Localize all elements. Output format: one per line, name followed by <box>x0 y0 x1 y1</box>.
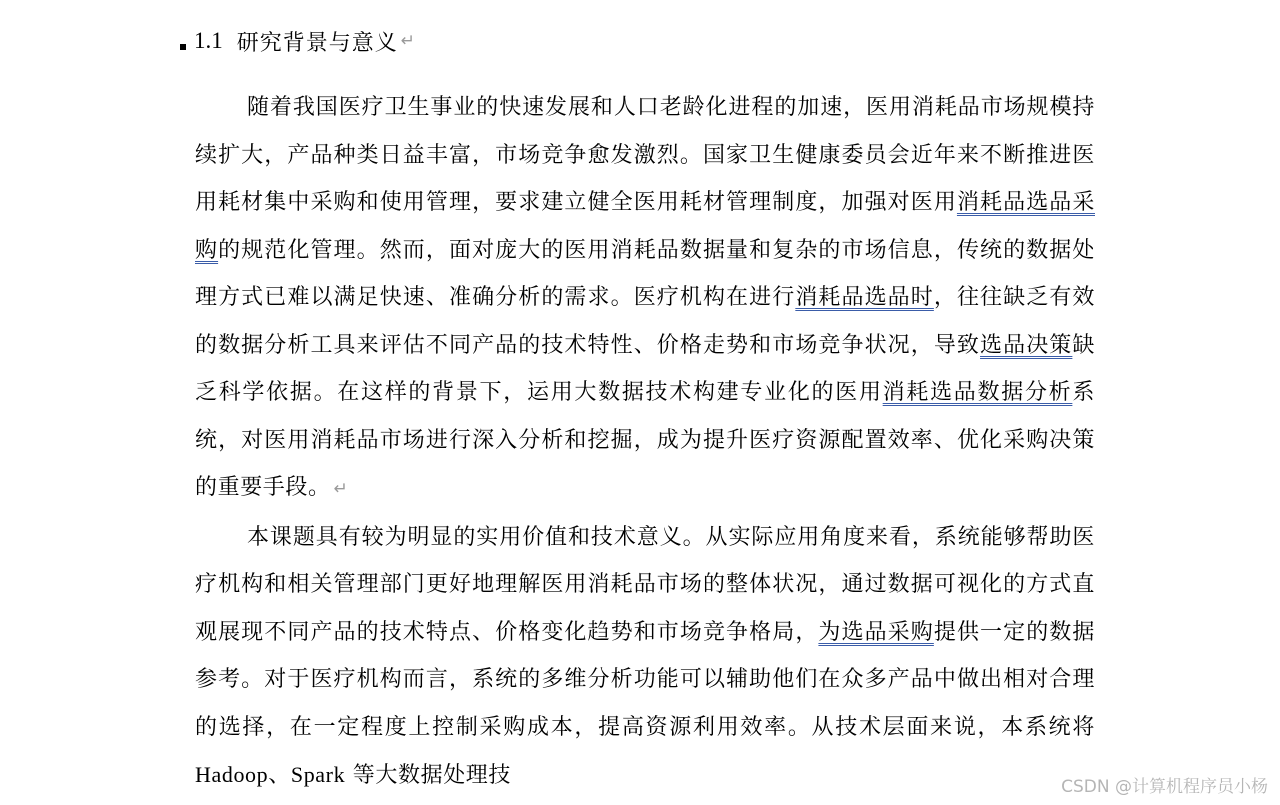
paragraph-significance <box>195 514 1095 800</box>
paragraph-text: ，往往缺乏有效的数据分析工具来评估不同产品的技术特性、价格走势和市场竞争状况，导致 <box>195 285 1096 358</box>
paragraph-text: 本课题具有较为明显的实用价值和技术意义。从实际应用角度来看，系统能够帮助医疗机构和相关管理部门更好地理解医用消耗品市场的整体状况，通过数据可视化的方式直观展现不同产品的技术特点、价格变化趋势和市场竞争格局， <box>195 524 1095 645</box>
paragraph-text: 缺乏科学依据。在这样的背景下，运用大数据技术构建专业化的医用 <box>195 332 1095 405</box>
paragraph-mark-icon: ↵ <box>333 479 349 499</box>
heading-number: 1.1 <box>194 28 223 53</box>
heading-title: 研究背景与意义 <box>236 30 398 56</box>
latin-term: Spark <box>290 762 346 787</box>
underlined-term[interactable]: 消耗品选品时 <box>795 285 934 310</box>
paragraph-text: 、 <box>268 763 291 788</box>
paragraph-text: 系统，对医用消耗品市场进行深入分析和挖掘，成为提升医疗资源配置效率、优化采购决策的重要手段。 <box>195 380 1095 500</box>
document-body <box>195 84 1095 800</box>
underlined-term[interactable]: 选品决策 <box>980 332 1073 358</box>
paragraph-text: 等大数据处理技 <box>345 763 511 788</box>
paragraph-mark-icon: ↵ <box>400 31 416 51</box>
underlined-term[interactable]: 为选品采购 <box>818 619 934 645</box>
latin-term: Hadoop <box>195 762 269 787</box>
paragraph-text: 的规范化管理。然而，面对庞大的医用消耗品数据量和复杂的市场信息，传统的数据处理方式已难以满足快速、准确分析的需求。医疗机构在进行 <box>195 237 1095 310</box>
paragraph-background <box>195 84 1095 514</box>
section-heading <box>180 24 415 58</box>
paragraph-text: 随着我国医疗卫生事业的快速发展和人口老龄化进程的加速，医用消耗品市场规模持续扩大，产品种类日益丰富，市场竞争愈发激烈。国家卫生健康委员会近年来不断推进医用耗材集中采购和使用管理，要求建立健全医用耗材管理制度，加强对医用 <box>195 95 1095 215</box>
csdn-watermark: CSDN @计算机程序员小杨 <box>1061 777 1268 797</box>
underlined-term[interactable]: 消耗品选品采购 <box>195 190 1095 263</box>
paragraph-text: 提供一定的数据参考。对于医疗机构而言，系统的多维分析功能可以辅助他们在众多产品中做出相对合理的选择，在一定程度上控制采购成本，提高资源利用效率。从技术层面来说，本系统将 <box>195 619 1095 740</box>
list-bullet-marker <box>180 44 186 50</box>
underlined-term[interactable]: 消耗选品数据分析 <box>882 380 1073 405</box>
